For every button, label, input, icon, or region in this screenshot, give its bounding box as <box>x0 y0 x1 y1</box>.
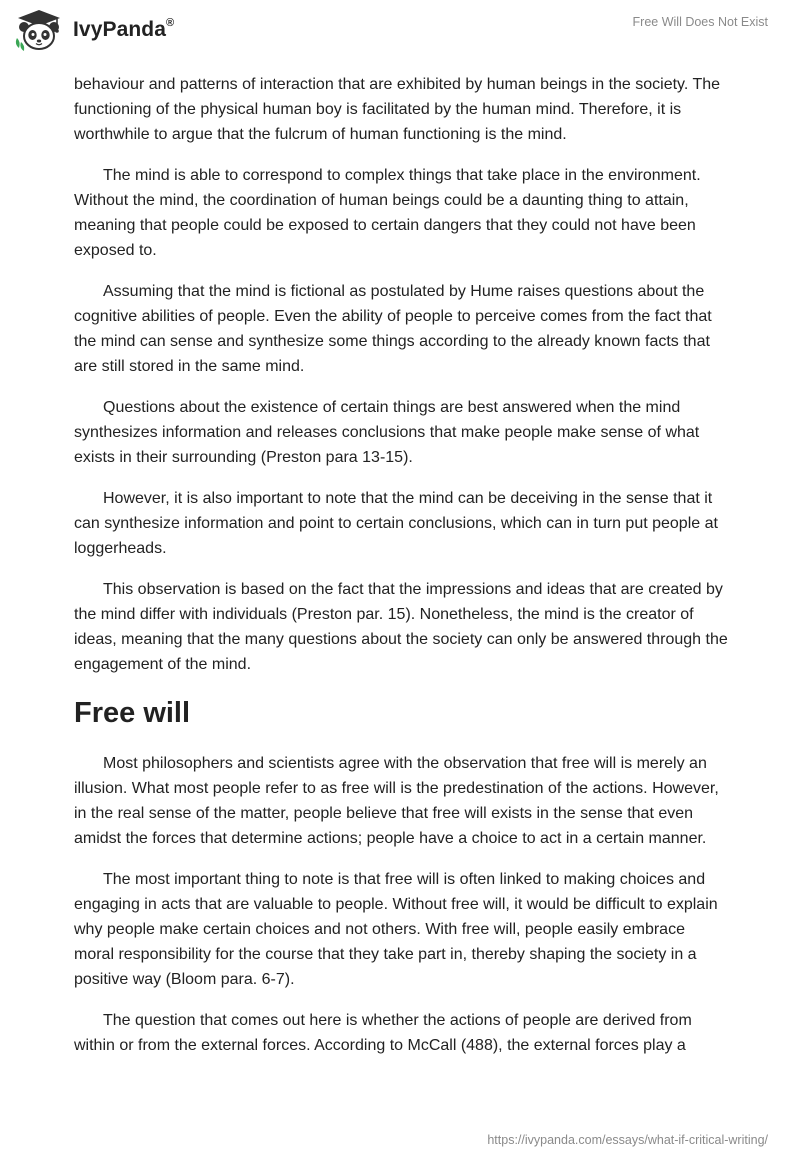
panda-logo-icon <box>13 8 65 52</box>
paragraph: The question that comes out here is whether the actions of people are derived from within or from the external forces. According to McCall (488), the external forces play a <box>74 1012 692 1054</box>
paragraph: However, it is also important to note that the mind can be deceiving in the sense that it can synthesize information and point to certain conclusions, which can in turn put people at loggerheads. <box>74 490 718 557</box>
paragraph: This observation is based on the fact that the impressions and ideas that are created by the mind differ with individuals (Preston par. 15). Nonetheless, the mind is the creator of ideas, meaning that the many questions about the society can only be answered through the engagement of the mind. <box>74 581 728 673</box>
trademark-symbol: ® <box>166 17 175 29</box>
paragraph: Most philosophers and scientists agree with the observation that free will is merely an illusion. What most people refer to as free will is the predestination of the actions. However, in the real sense of the matter, people believe that free will exists in the sense that even amidst the forces that determine actions; people have a choice to act in a certain manner. <box>74 755 719 847</box>
brand-name: IvyPanda® <box>73 17 175 41</box>
page-header <box>0 0 800 68</box>
paragraph: Questions about the existence of certain things are best answered when the mind synthesizes information and releases conclusions that make people make sense of what exists in their surrounding (Preston para 13-15). <box>74 399 700 466</box>
brand-logo[interactable] <box>13 8 174 52</box>
paragraph: The most important thing to note is that free will is often linked to making choices and engaging in acts that are valuable to people. Without free will, it would be difficult to explain why people make certain choices and not others. With free will, people easily embrace moral responsibility for the course that they take part in, thereby shaping the society in a positive way (Bloom para. 6-7). <box>74 871 718 988</box>
paragraph: The mind is able to correspond to complex things that take place in the environment. Without the mind, the coordination of human beings could be a daunting thing to attain, meaning that people could be exposed to certain dangers that they could not have been exposed to. <box>74 167 701 259</box>
document-title: Free Will Does Not Exist <box>632 15 768 29</box>
section-heading: Free will <box>74 697 191 729</box>
paragraph: behaviour and patterns of interaction that are exhibited by human beings in the society. The functioning of the physical human boy is facilitated by the human mind. Therefore, it is worthwhile to argue that the fulcrum of human functioning is the mind. <box>74 76 721 143</box>
source-url[interactable]: https://ivypanda.com/essays/what-if-critical-writing/ <box>487 1133 768 1147</box>
paragraph: Assuming that the mind is fictional as postulated by Hume raises questions about the cognitive abilities of people. Even the ability of people to perceive comes from the fact that the mind can sense and synthesize some things according to the already known facts that are still stored in the same mind. <box>74 283 712 375</box>
essay-body <box>74 72 728 1074</box>
